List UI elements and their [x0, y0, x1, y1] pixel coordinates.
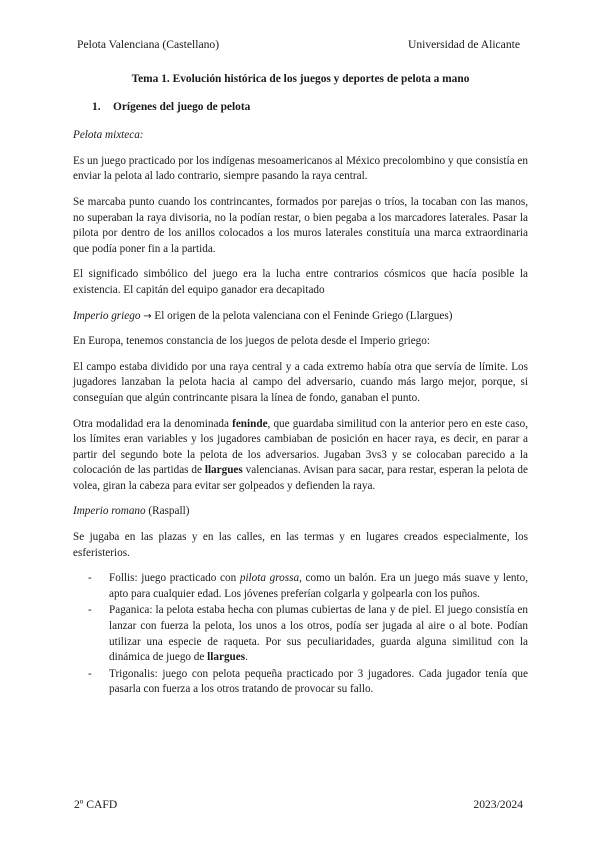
pilota-grossa-term: pilota grossa [239, 572, 300, 585]
list-item-paganica: - Paganica: la pelota estaba hecha con plumas cubiertas de lana y de piel. El juego consistía en lanzar con fuerza la pelota, los unos a los otros, podía ser jugada al aire o al bote. Podían utilizar una especie de raqueta. Por sus peculiaridades, guarda alguna similitud con la dinámica de juego de llargues. [88, 604, 528, 664]
mixteca-paragraph-1: Es un juego practicado por los indígenas mesoamericanos al México precolombino y que consistía en enviar la pelota al lado contrario, siempre pasando la raya central. [73, 154, 528, 183]
mixteca-paragraph-2: Se marcaba punto cuando los contrincantes, formados por parejas o tríos, la tocaban con las manos, no superaban la raya divisoria, no la podían restar, o bien pegaba a los marcadores laterales. Pasar la pilota por dentro de los anillos colocados a los muros laterales constituía una marca extraordinaria que podía poner fin a la partida. [73, 195, 528, 255]
llargues-term: llargues [204, 464, 243, 477]
romano-heading-line [73, 504, 528, 520]
footer-left: 2º CAFD [74, 798, 118, 811]
dash-bullet: - [88, 572, 92, 585]
romano-heading: Imperio romano [73, 505, 146, 518]
griego-paragraph-1: En Europa, tenemos constancia de los juegos de pelota desde el Imperio griego: [73, 335, 430, 348]
griego-heading-rest: El origen de la pelota valenciana con el Feninde Griego (Llargues) [154, 309, 453, 322]
griego-p3-e: valencianas. Avisan para sacar, para restar, esperan la pelota de volea, giran la cabeza para evitar ser golpeados y defienden la raya. [73, 464, 528, 492]
page-content [73, 72, 528, 699]
section-number: 1. [92, 100, 101, 113]
list-item-follis: - Follis: juego practicado con pilota grossa, como un balón. Era un juego más suave y lento, apto para cualquier edad. Los jóvenes preferían colgarla y golpearla con los puños. [88, 572, 529, 600]
arrow-icon: → [143, 310, 152, 322]
romano-heading-rest: (Raspall) [145, 505, 190, 518]
romano-paragraph-1: Se jugaba en las plazas y en las calles, en las termas y en lugares creados especialmente, los esferisterios. [73, 531, 528, 559]
page-footer [74, 797, 523, 813]
mixteca-heading: Pelota mixteca: [73, 129, 144, 142]
llargues-term: llargues [207, 651, 246, 664]
dash-bullet: - [88, 667, 92, 680]
feninde-term: feninde [232, 417, 268, 430]
dash-bullet: - [88, 604, 92, 617]
roman-games-list [73, 571, 528, 698]
griego-paragraph-3 [73, 417, 528, 495]
griego-paragraph-2: El campo estaba dividido por una raya central y a cada extremo había otra que servía de límite. Los jugadores lanzaban la pelota hacia al campo del adversario, cuando más largo mejor, porque, si conseguían que algún contrincante pisara la línea de fondo, ganaban el punto. [73, 360, 528, 404]
header-left: Pelota Valenciana (Castellano) [77, 38, 220, 51]
list-item-trigonalis: - Trigonalis: juego con pelota pequeña practicado por 3 jugadores. Cada jugador tenía que pasarla con fuerza a los otros tratando de provocar su fallo. [88, 667, 528, 696]
footer-right: 2023/2024 [473, 798, 523, 811]
griego-heading: Imperio griego [73, 309, 141, 322]
page-title: Tema 1. Evolución histórica de los juegos y deportes de pelota a mano [131, 73, 470, 85]
section-heading [92, 100, 528, 116]
header-right: Universidad de Alicante [407, 38, 520, 51]
section-label: Orígenes del juego de pelota [113, 100, 251, 113]
page-header [77, 37, 520, 53]
griego-p3-a: Otra modalidad era la denominada [73, 417, 233, 430]
mixteca-paragraph-3: El significado simbólico del juego era la lucha entre contrarios cósmicos que hacía posible la existencia. El capitán del equipo ganador era decapitado [73, 268, 528, 296]
griego-heading-line [73, 309, 528, 325]
griego-p3-c: , que guardaba similitud con la anterior pero en este caso, los límites eran variables y los jugadores cambiaban de posición en hacer raya, es decir, en parar a partir del segundo bote la pelota de los adversarios. Jugaban 3vs3 y se colocaban parecido a la colocación de las partidas de [73, 417, 528, 477]
